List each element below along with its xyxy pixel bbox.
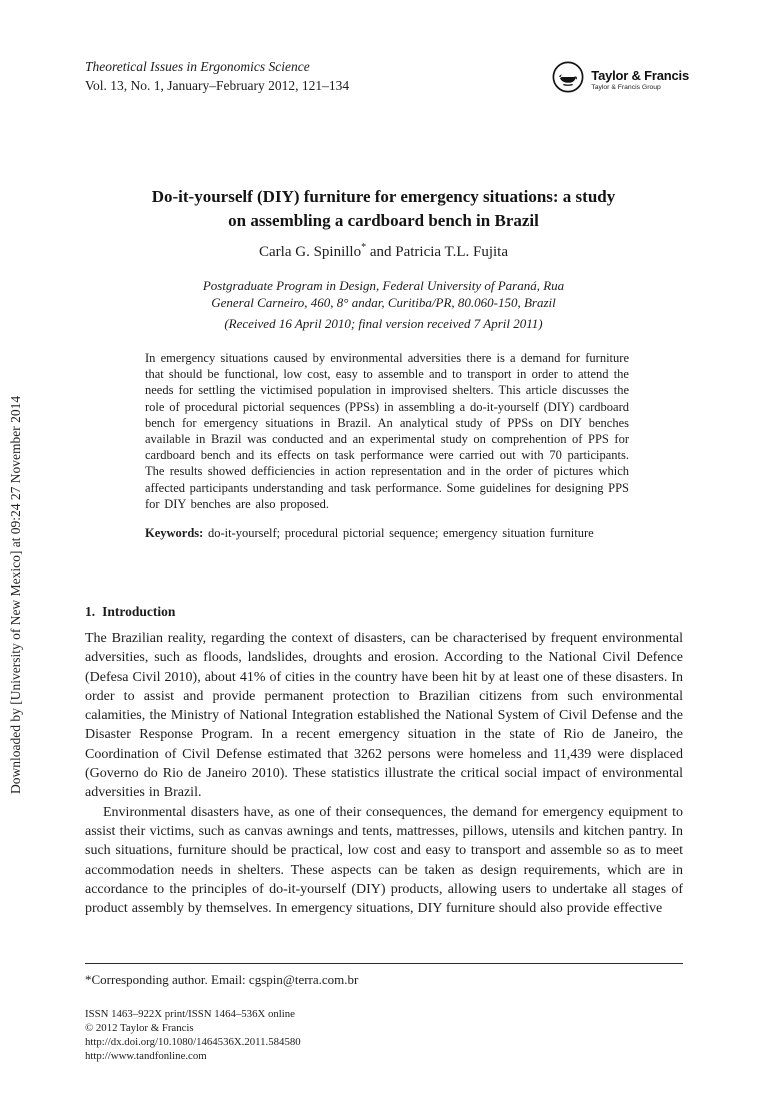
section-body bbox=[85, 629, 683, 918]
article-title-line-2: on assembling a cardboard bench in Brazil bbox=[228, 211, 539, 230]
keywords bbox=[145, 525, 629, 541]
introduction-section bbox=[85, 604, 683, 918]
body-paragraph: The Brazilian reality, regarding the context of disasters, can be characterised by frequent environmental adversities, such as floods, landslides, droughts and erosion. According to the National Civil Defence (Defesa Civil 2010), about 41% of cities in the country have been hit by at least one of these disasters. In order to assist and provide permanent protection to Brazilian citizens from such environmental calamities, the Ministry of National Integration established the National System of Civil Defense and the Disaster Response Program. In a recent emergency situation in the state of Rio de Janeiro, the Coordination of Civil Defense estimated that 3262 persons were homeless and 11,439 were displaced (Governo do Rio de Janeiro 2010). These statistics illustrate the critical social impact of environmental adversities in Brazil. bbox=[85, 631, 683, 801]
author-2: and Patricia T.L. Fujita bbox=[366, 244, 508, 260]
corresponding-author-footnote: *Corresponding author. Email: cgspin@terra.com.br bbox=[85, 972, 359, 987]
section-heading bbox=[85, 604, 683, 620]
abstract-block bbox=[145, 350, 629, 541]
journal-header bbox=[85, 58, 689, 99]
taylor-francis-logo bbox=[551, 60, 689, 99]
journal-issue-info: Vol. 13, No. 1, January–February 2012, 121–134 bbox=[85, 78, 350, 93]
copyright-line: © 2012 Taylor & Francis bbox=[85, 1022, 194, 1034]
download-watermark: Downloaded by [University of New Mexico] at 09:24 27 November 2014 bbox=[8, 395, 23, 794]
received-dates: (Received 16 April 2010; final version received 7 April 2011) bbox=[224, 316, 543, 331]
footnote-divider bbox=[85, 963, 683, 964]
author-1: Carla G. Spinillo bbox=[259, 244, 362, 260]
publisher-group-name: Taylor & Francis Group bbox=[591, 84, 661, 91]
keywords-list: do-it-yourself; procedural pictorial sequence; emergency situation furniture bbox=[203, 526, 594, 541]
section-number: 1. bbox=[85, 604, 96, 619]
publisher-lamp-icon bbox=[551, 60, 585, 99]
publisher-wordmark bbox=[591, 68, 689, 91]
keywords-label: Keywords: bbox=[145, 526, 204, 541]
journal-meta bbox=[85, 58, 349, 94]
issn-line: ISSN 1463–922X print/ISSN 1464–536X online bbox=[85, 1008, 295, 1020]
affiliation-line-2: General Carneiro, 460, 8° andar, Curitiba/PR, 80.060-150, Brazil bbox=[211, 295, 556, 310]
corresponding-author-mark: * bbox=[361, 242, 367, 253]
author-line bbox=[0, 242, 767, 261]
journal-title: Theoretical Issues in Ergonomics Science bbox=[85, 59, 310, 74]
publisher-url-line: http://www.tandfonline.com bbox=[85, 1050, 207, 1062]
imprint-block bbox=[85, 1007, 301, 1063]
article-title-line-1: Do-it-yourself (DIY) furniture for emergency situations: a study bbox=[151, 187, 616, 206]
section-heading-text: Introduction bbox=[102, 604, 176, 619]
body-paragraph: Environmental disasters have, as one of their consequences, the demand for emergency equipment to assist their victims, such as canvas awnings and tents, mattresses, pillows, utensils and kitchen pantry. In such situations, furniture should be practical, low cost and easy to transport and assemble so as to meet accommodation needs in shelters. These aspects can be taken as design requirements, which are in accordance to the principles of do-it-yourself (DIY) products, allowing users to undertake all stages of product assembly by themselves. In emergency situations, DIY furniture should also provide effective bbox=[85, 804, 683, 917]
affiliation-line-1: Postgraduate Program in Design, Federal University of Paraná, Rua bbox=[202, 278, 565, 293]
doi-line: http://dx.doi.org/10.1080/1464536X.2011.584580 bbox=[85, 1036, 301, 1048]
abstract-text: In emergency situations caused by environmental adversities there is a demand for furniture that should be functional, low cost, easy to assemble and to transport in order to attend the needs for settling the victimised population in improvised shelters. This article discusses the role of procedural pictorial sequences (PPSs) in assembling a do-it-yourself (DIY) cardboard bench for emergency situations in Brazil. An analytical study of PPSs on DIY benches available in Brazil was conducted and an experimental study on comprehention of PPS for cardboard bench and its effects on task performance were carried out with 70 participants. The results showed defficiencies in action representation and in the order of pictures which affected participants understanding and task performance. Some guidelines for designing PPS for DIY benches are also proposed. bbox=[145, 351, 629, 511]
publisher-name: Taylor & Francis bbox=[591, 68, 689, 83]
article-title bbox=[100, 185, 667, 233]
affiliation bbox=[0, 277, 767, 311]
